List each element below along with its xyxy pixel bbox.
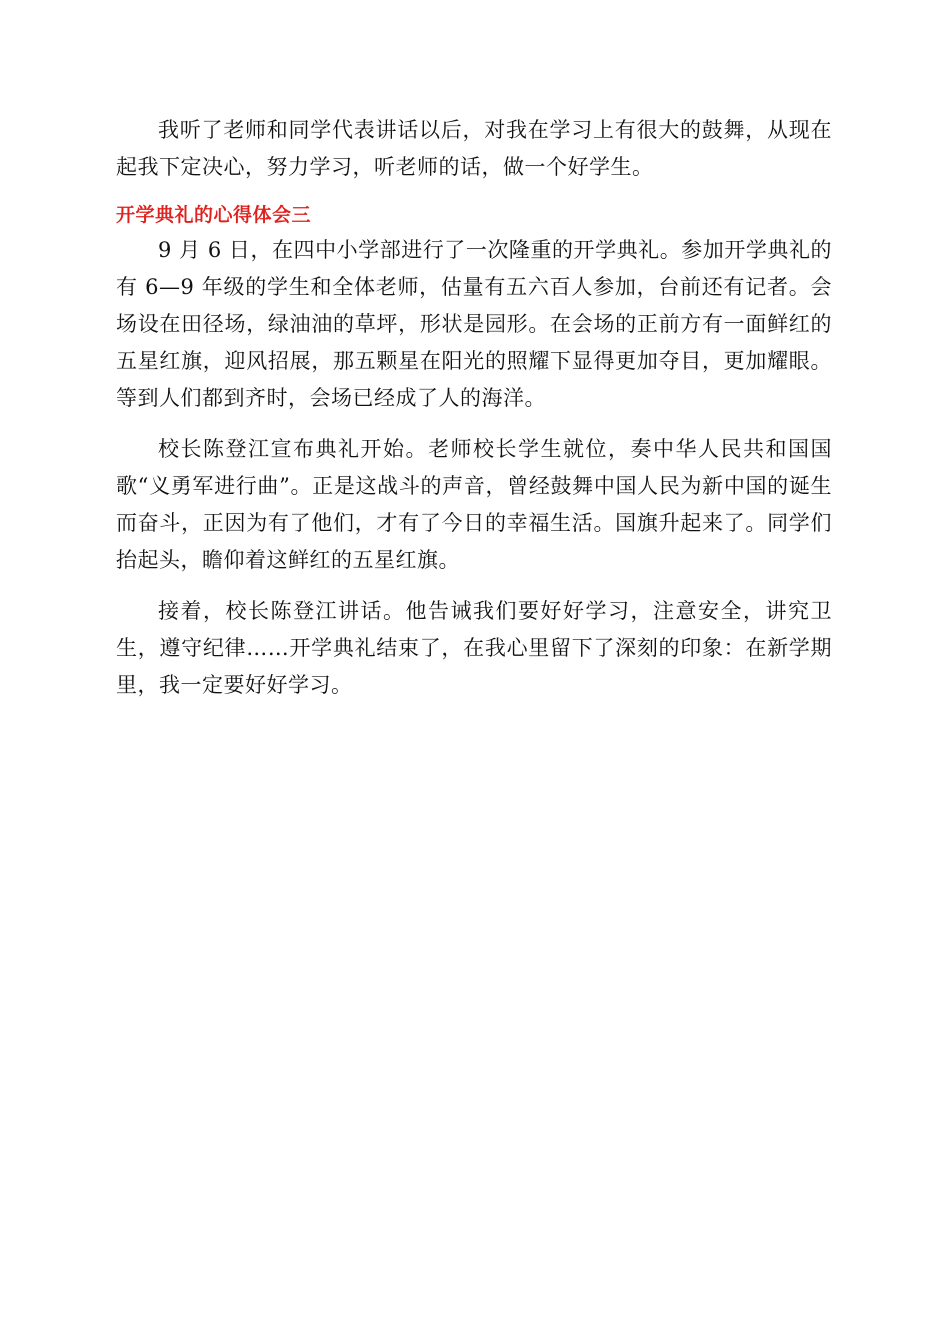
paragraph-ceremony: 9 月 6 日，在四中小学部进行了一次隆重的开学典礼。参加开学典礼的有 6—9 年级的学生和全体老师，估量有五六百人参加，台前还有记者。会场设在田径场，绿油油的草坪，形状是园形。在会场的正前方有一面鲜红的五星红旗，迎风招展，那五颗星在阳光的照耀下显得更加夺目，更加耀眼。等到人们都到齐时，会场已经成了人的海洋。 <box>116 238 832 410</box>
spacer <box>116 186 832 198</box>
paragraph-speech: 接着，校长陈登江讲话。他告诫我们要好好学习，注意安全，讲究卫生，遵守纪律……开学典礼结束了，在我心里留下了深刻的印象：在新学期里，我一定要好好学习。 <box>116 599 832 697</box>
spacer <box>116 579 832 593</box>
document-page <box>116 112 832 704</box>
paragraph-anthem: 校长陈登江宣布典礼开始。老师校长学生就位，奏中华人民共和国国歌“义勇军进行曲”。正是这战斗的声音，曾经鼓舞中国人民为新中国的诞生而奋斗，正因为有了他们，才有了今日的幸福生活。国旗升起来了。同学们抬起头，瞻仰着这鲜红的五星红旗。 <box>116 437 832 572</box>
section-heading: 开学典礼的心得体会三 <box>116 204 312 226</box>
spacer <box>116 417 832 431</box>
intro-paragraph: 我听了老师和同学代表讲话以后，对我在学习上有很大的鼓舞，从现在起我下定决心，努力学习，听老师的话，做一个好学生。 <box>116 118 832 179</box>
